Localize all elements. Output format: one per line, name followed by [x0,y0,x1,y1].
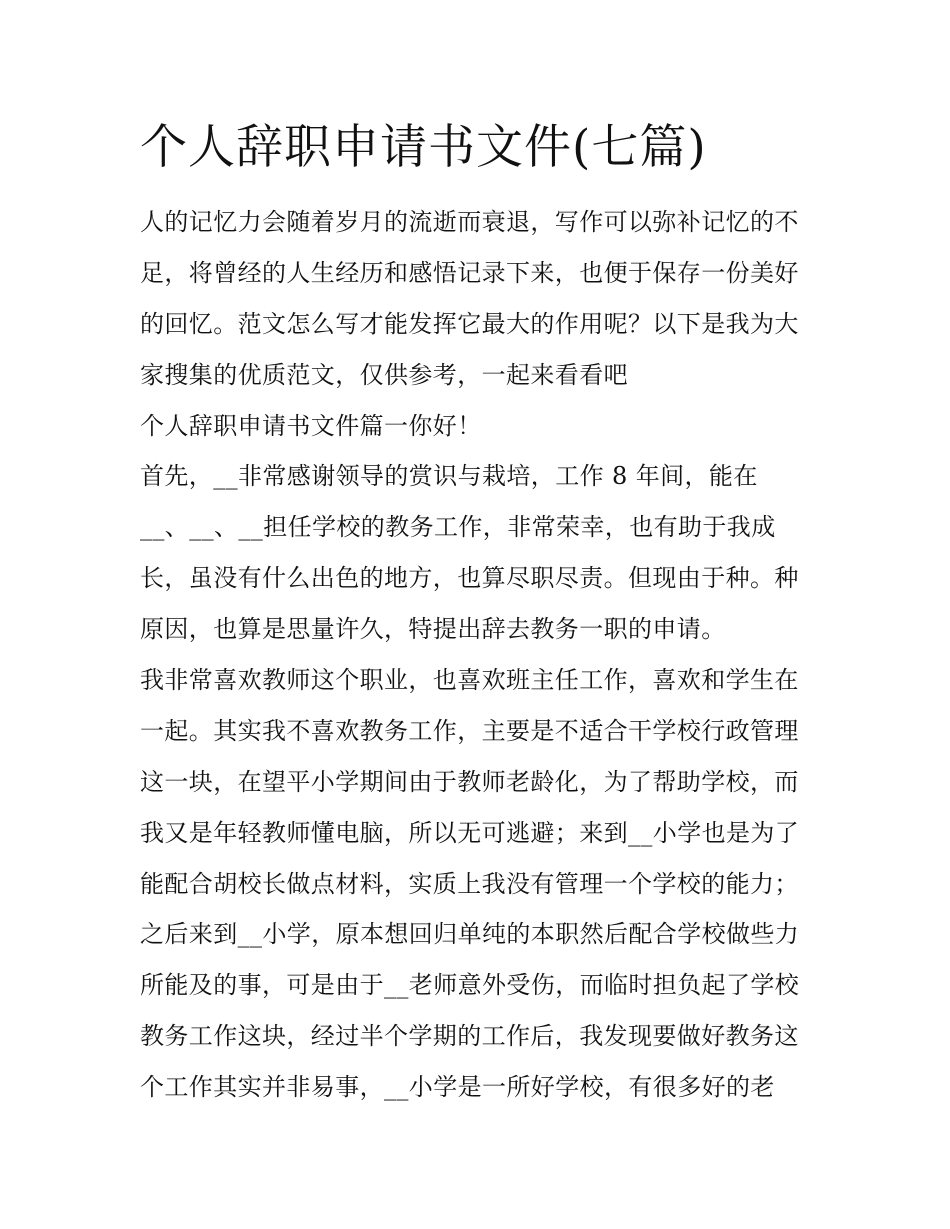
text-line: 的回忆。范文怎么写才能发挥它最大的作用呢？以下是我为大 [140,309,799,338]
text-line: 所能及的事，可是由于__老师意外受伤，而临时担负起了学校 [140,971,800,1000]
text-line: 家搜集的优质范文，仅供参考，一起来看看吧 [140,360,628,389]
text-line: 教务工作这块，经过半个学期的工作后，我发现要做好教务这 [140,1022,799,1051]
text-line: 个工作其实并非易事，__小学是一所好学校，有很多好的老 [140,1073,775,1102]
text-line: 能配合胡校长做点材料，实质上我没有管理一个学校的能力； [140,869,799,898]
text-line: 人的记忆力会随着岁月的流逝而衰退，写作可以弥补记忆的不 [140,208,799,236]
text-line: 原因，也算是思量许久，特提出辞去教务一职的申请。 [140,615,726,644]
text-line: 这一块，在望平小学期间由于教师老龄化，为了帮助学校，而 [140,767,799,796]
text-line: 之后来到__小学，原本想回归单纯的本职然后配合学校做些力 [140,920,800,949]
text-line: 长，虽没有什么出色的地方，也算尽职尽责。但现由于种。种 [140,564,799,593]
text-line: 一起。其实我不喜欢教务工作，主要是不适合干学校行政管理 [140,716,799,745]
text-line: 足，将曾经的人生经历和感悟记录下来，也便于保存一份美好 [140,258,799,287]
text-line: 我非常喜欢教师这个职业，也喜欢班主任工作，喜欢和学生在 [140,666,799,695]
text-line: __、__、__担任学校的教务工作，非常荣幸，也有助于我成 [140,513,776,542]
section-heading-line: 个人辞职申请书文件篇一你好！ [140,411,482,440]
page-title: 个人辞职申请书文件(七篇) [140,120,707,175]
text-line: 我又是年轻教师懂电脑，所以无可逃避；来到__小学也是为了 [140,818,800,847]
text-line: 首先，__非常感谢领导的赏识与栽培，工作 8 年间，能在 [140,462,758,491]
document-body [140,197,820,1113]
